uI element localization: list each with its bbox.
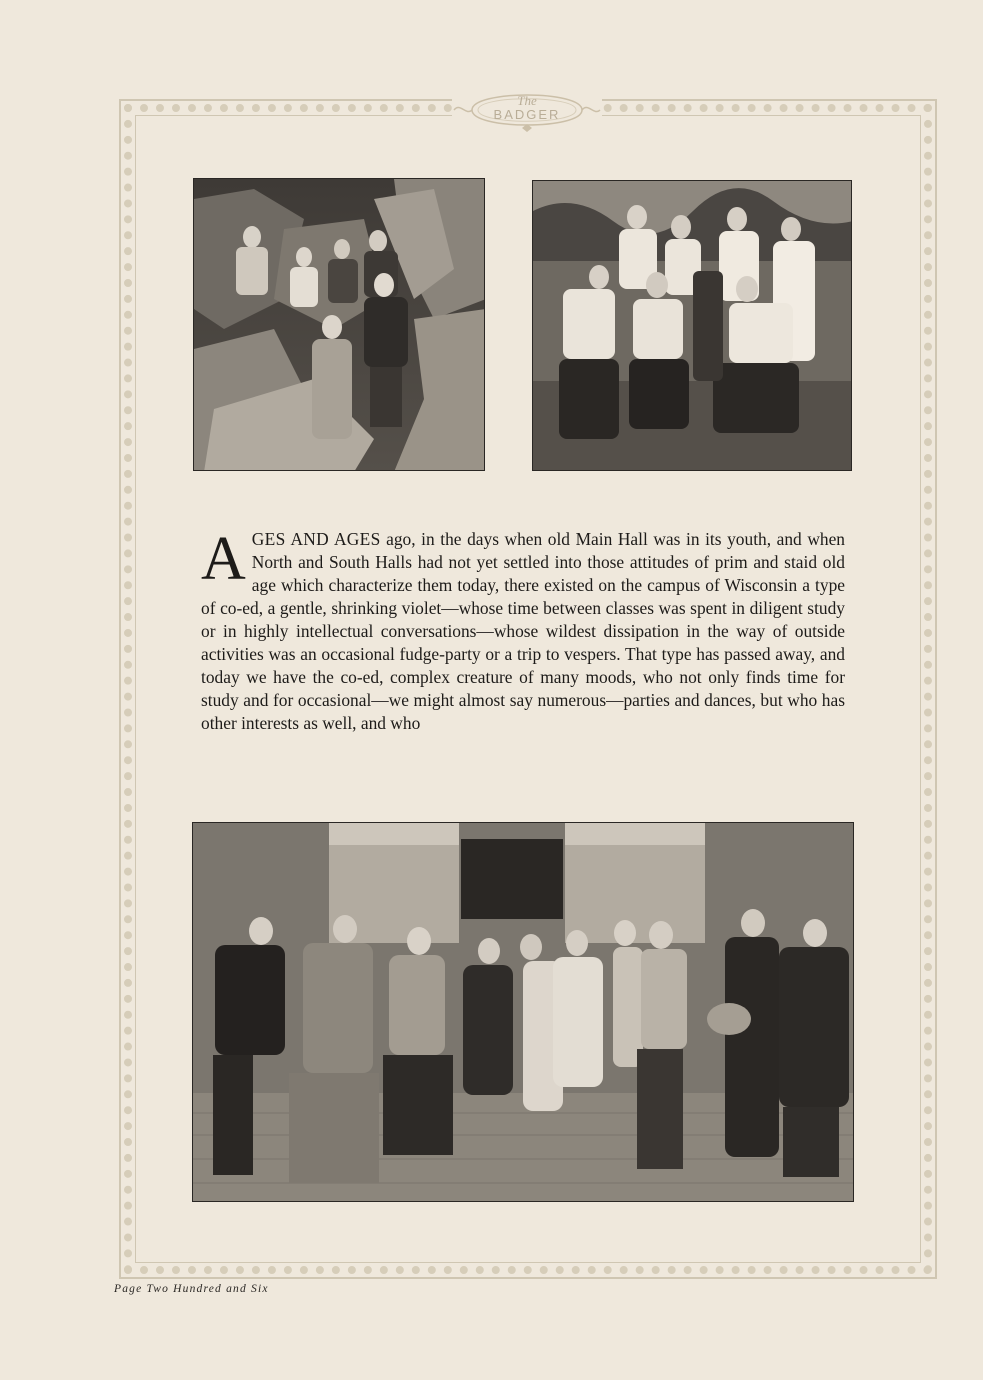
page-number-label: Page Two Hundred and Six (114, 1283, 269, 1295)
opening-words: GES AND AGES (251, 529, 381, 549)
article-text (201, 525, 845, 735)
photo-rocks (193, 178, 485, 471)
header-title-line2: BADGER (493, 107, 561, 122)
photo-field (532, 180, 852, 471)
header-title-line1: The (517, 93, 537, 108)
photo-stage (192, 822, 854, 1202)
drop-cap: A (201, 525, 246, 593)
header-cartouche (452, 82, 602, 138)
article-body: ago, in the days when old Main Hall was in its youth, and when North and South Halls had not yet settled into those attitudes of prim and staid old age which characterize them today, there existed on the campus of Wisconsin a type of co-ed, a gentle, shrinking violet—whose time between classes was spent in diligent study or in highly intellectual conversations—whose wildest dissipation in the way of outside activities was an occasional fudge-party or a trip to vespers. That type has passed away, and today we have the co-ed, complex creature of many moods, who not only finds time for study and for occasional—we might almost say numerous—parties and dances, but who has other interests as well, and who (201, 529, 845, 733)
